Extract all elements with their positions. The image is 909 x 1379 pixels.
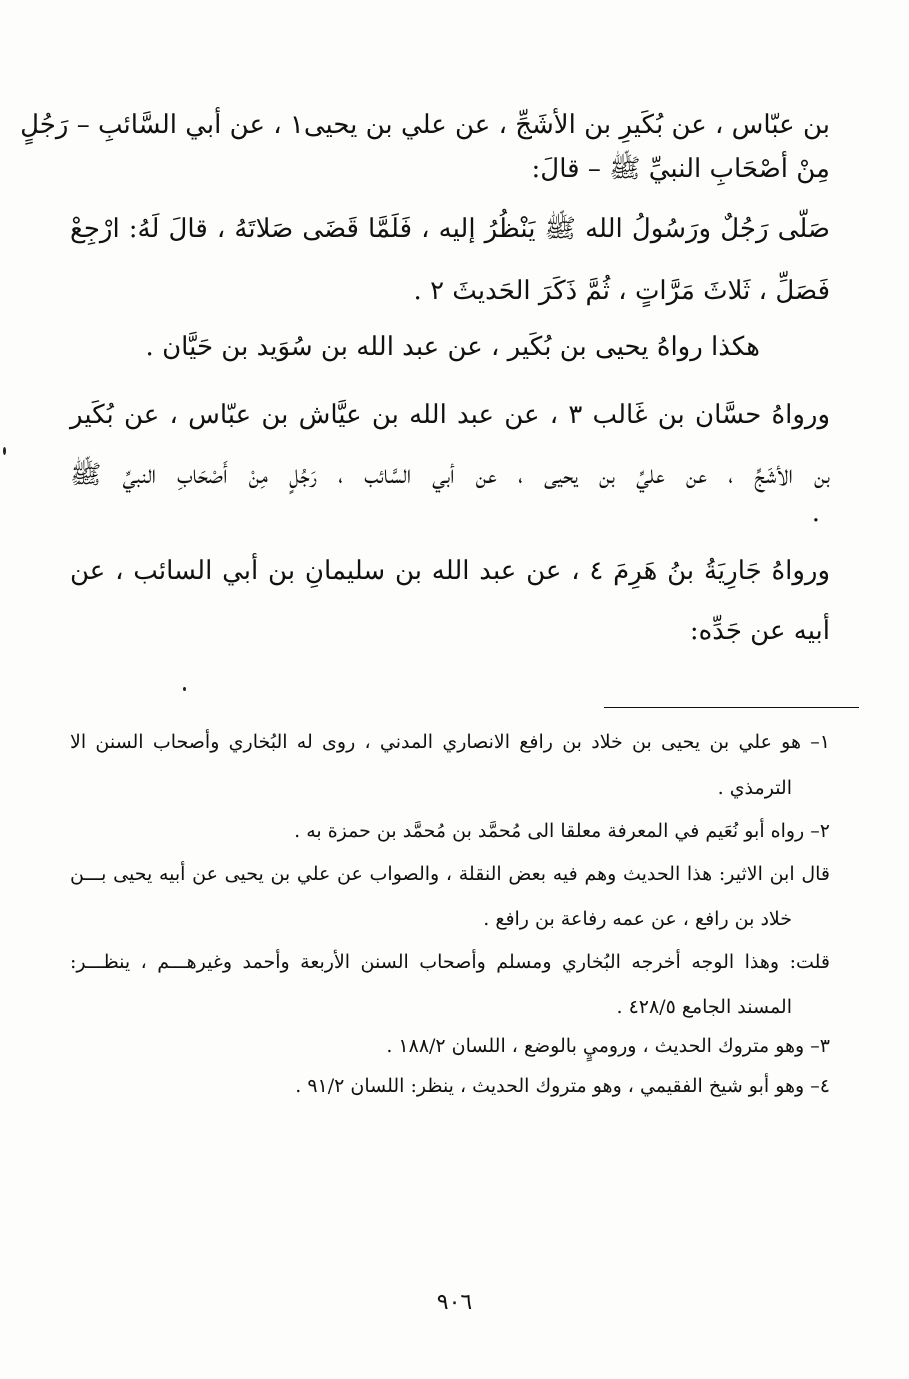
footnote-separator [604, 707, 859, 708]
footnote-line: المسند الجامع ٤٢٨/٥ . [616, 996, 792, 1018]
footnote-line: الترمذي . [717, 777, 792, 799]
footnote-line: ٤– وهو أبو شيخ الفقيمي ، وهو متروك الحديث ، ينظر: اللسان ٩١/٢ . [295, 1075, 830, 1097]
footnote-line: ٣– وهو متروك الحديث ، وروميٍ بالوضع ، اللسان ١٨٨/٢ . [386, 1035, 830, 1057]
page-number: ٩٠٦ [436, 1290, 473, 1315]
footnote-line: ٢– رواه أبو نُعَيم في المعرفة معلقا الى مُحمَّد بن مُحمَّد بن حمزة به . [294, 820, 830, 842]
footnote-line: قلت: وهذا الوجه أخرجه البُخاري ومسلم وأصحاب السنن الأربعة وأحمد وغيرهـــم ، ينظـــر: [70, 951, 830, 973]
body-line: أبيه عن جَدِّه: [689, 616, 830, 646]
scan-speck [3, 447, 6, 455]
body-line: مِنْ أصْحَابِ النبيِّ ﷺ – قالَ: [531, 154, 830, 184]
body-line: . [811, 498, 820, 528]
body-line: بن الأشَجِّ ، عن عليِّ بن يحيى ، عن أبي السَّائب ، رَجُلٍ مِنْ أَصْحَابِ النبيِّ ﷺ [70, 460, 830, 490]
footnote-line: ١– هو علي بن يحيى بن خلاد بن رافع الانصاري المدني ، روى له البُخاري وأصحاب السنن الا [70, 731, 830, 753]
scan-speck [183, 687, 186, 691]
footnote-line: قال ابن الاثير: هذا الحديث وهم فيه بعض النقلة ، والصواب عن علي بن يحيى عن أبيه يحيى بـــن [70, 863, 830, 885]
footnotes [70, 727, 830, 1101]
body-line: صَلّى رَجُلٌ ورَسُولُ الله ﷺ يَنْظُرُ إليه ، فَلَمَّا قَضَى صَلاتَهُ ، قالَ لَهُ: ارْجِعْ [70, 214, 830, 244]
body-line: بن عبّاس ، عن بُكَيرِ بن الأشَجِّ ، عن علي بن يحيى١ ، عن أبي السَّائبِ – رَجُلٍ [20, 110, 830, 140]
main-text [20, 95, 831, 661]
body-line: ورواهُ حسَّان بن غَالب ٣ ، عن عبد الله بن عيَّاش بن عبّاس ، عن بُكَير [70, 400, 831, 430]
body-line: فَصَلِّ ، ثَلاثَ مَرَّاتٍ ، ثُمَّ ذَكَرَ الحَديثَ ٢ . [413, 276, 830, 306]
body-line: ورواهُ جَارِيَةُ بنُ هَرِمَ ٤ ، عن عبد الله بن سليمانِ بن أبي السائب ، عن [70, 556, 830, 586]
footnote-line: خلاد بن رافع ، عن عمه رفاعة بن رافع . [483, 908, 792, 930]
body-line: هكذا رواهُ يحيى بن بُكَير ، عن عبد الله بن سُوَيد بن حَيَّان . [145, 332, 760, 362]
